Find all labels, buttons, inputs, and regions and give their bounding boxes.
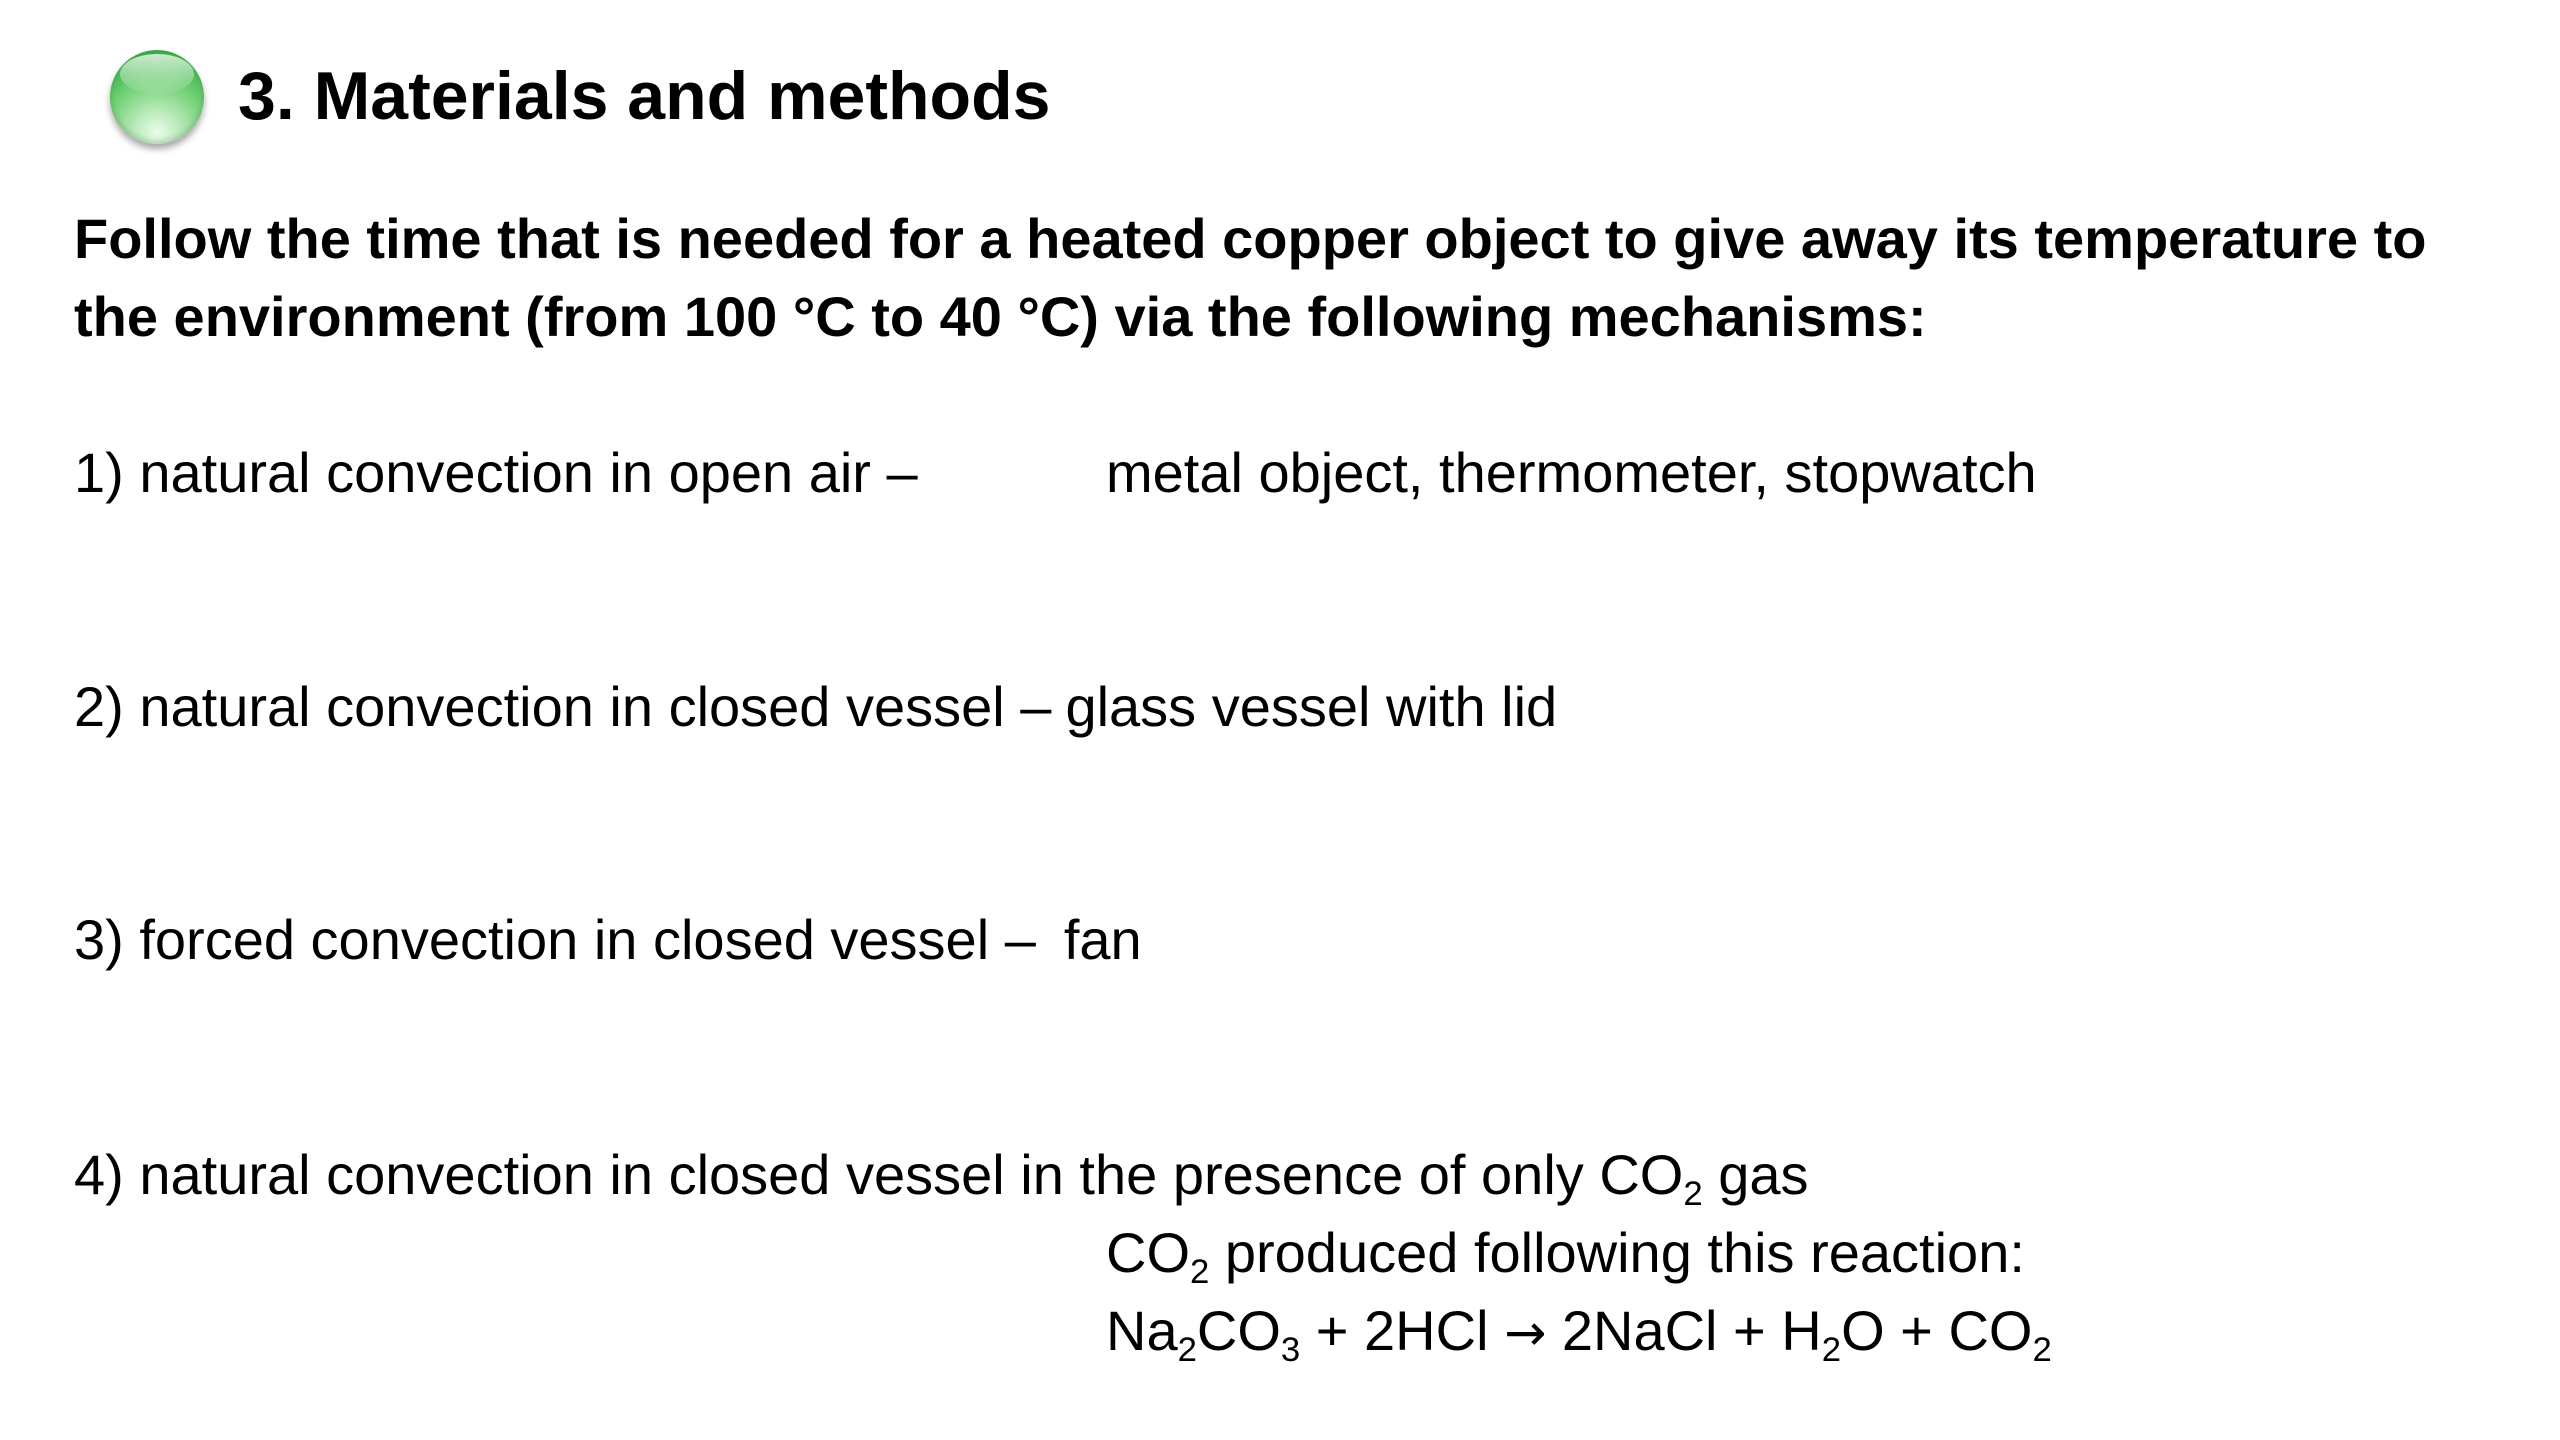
eq-co: CO [1196, 1299, 1281, 1362]
eq-co2-subscript: 2 [2032, 1331, 2052, 1370]
note-co2-subscript: 2 [1190, 1253, 1210, 1292]
method-item-1 [74, 434, 918, 512]
slide-title: 3. Materials and methods [238, 58, 1051, 134]
eq-nacl-h: 2NaCl + H [1546, 1299, 1822, 1362]
green-orb-bullet-icon [110, 50, 204, 144]
orb-highlight [120, 54, 194, 94]
method-item-4 [74, 1136, 1809, 1214]
reaction-equation [1106, 1292, 2052, 1372]
method-item-2-detail: glass vessel with lid [1065, 675, 1558, 738]
eq-co3-subscript: 3 [1280, 1331, 1301, 1370]
eq-na-subscript: 2 [1177, 1331, 1197, 1370]
method-item-3 [74, 901, 1142, 979]
eq-na: Na [1106, 1299, 1178, 1362]
note-co-text: CO [1106, 1221, 1190, 1284]
reaction-arrow-icon: → [1504, 1303, 1547, 1362]
eq-h2-subscript: 2 [1821, 1331, 1842, 1370]
method-item-4-label-end: gas [1702, 1143, 1809, 1206]
intro-paragraph: Follow the time that is needed for a heated copper object to give away its temperature to the environment (from 100 °C to 40 °C) via the following mechanisms: [74, 207, 2427, 348]
co2-production-note [1106, 1214, 2025, 1292]
method-item-2 [74, 668, 1557, 746]
method-item-4-label: 4) natural convection in closed vessel in the presence of only CO [74, 1143, 1684, 1206]
eq-hcl: + 2HCl [1300, 1299, 1505, 1362]
method-item-2-label: 2) natural convection in closed vessel – [74, 675, 1052, 738]
eq-o-co: O + CO [1841, 1299, 2033, 1362]
method-item-3-detail: fan [1063, 908, 1142, 971]
co2-subscript: 2 [1683, 1175, 1703, 1214]
method-item-1-detail: metal object, thermometer, stopwatch [1106, 441, 2037, 504]
method-item-1-label: 1) natural convection in open air – [74, 441, 918, 504]
method-item-3-label: 3) forced convection in closed vessel – [74, 908, 1036, 971]
note-rest-text: produced following this reaction: [1209, 1221, 2025, 1284]
